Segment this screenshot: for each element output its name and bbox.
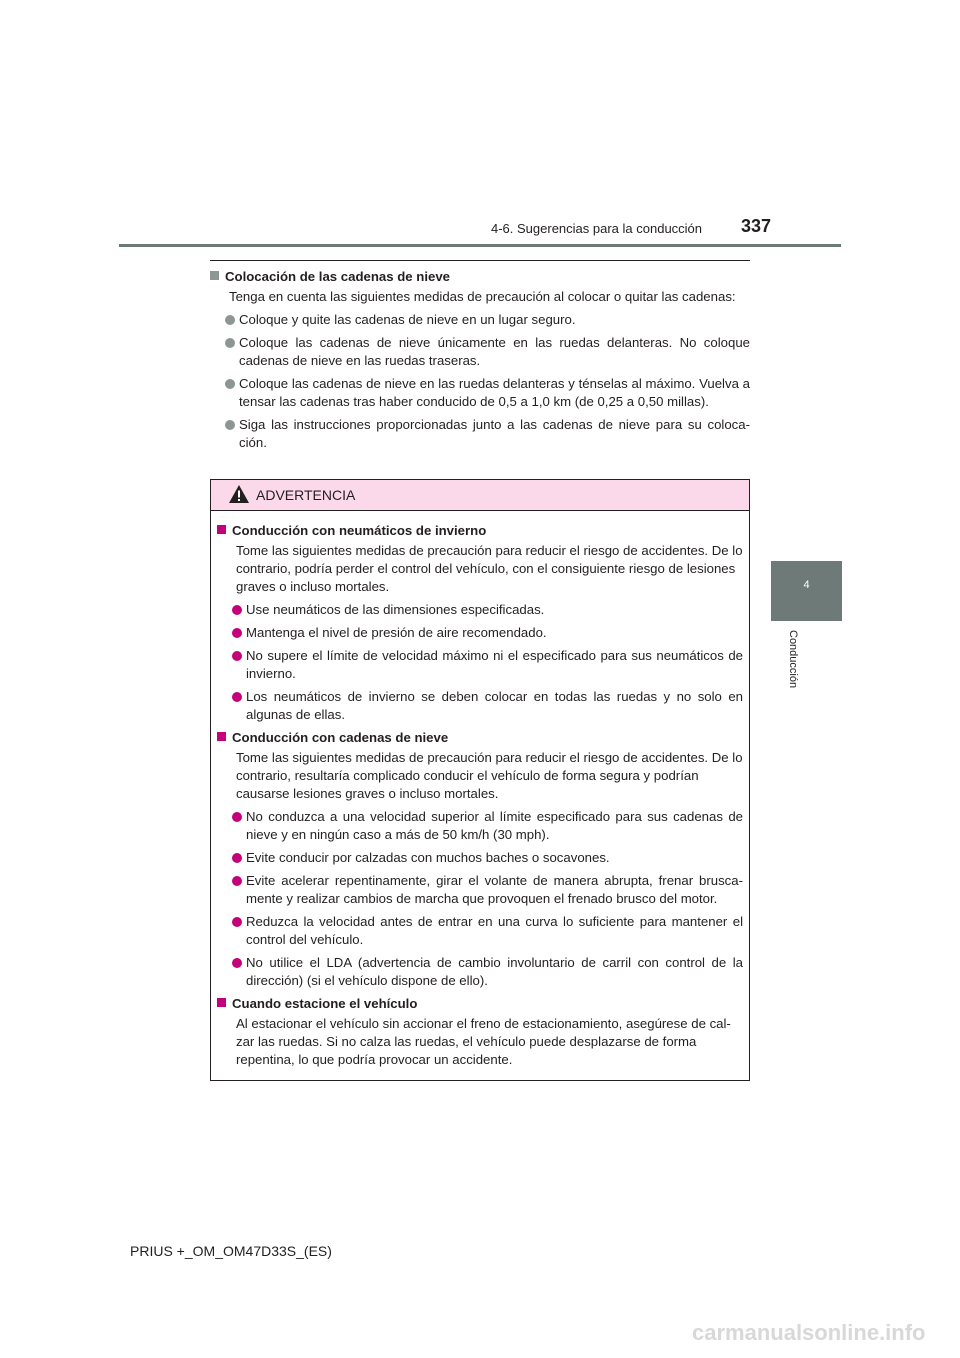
- warning-section-title-row: [217, 522, 743, 540]
- warning-section-title-row: [217, 729, 743, 747]
- round-bullet-icon: [232, 628, 242, 638]
- round-bullet-icon: [225, 420, 235, 430]
- warning-section-title-row: [217, 995, 743, 1013]
- round-bullet-icon: [225, 315, 235, 325]
- chapter-label: Conducción: [787, 630, 799, 689]
- warning-section-title: Cuando estacione el vehículo: [232, 996, 418, 1011]
- warning-section-intro: Al estacionar el vehículo sin accionar el freno de estacionamiento, asegúrese de cal-zar las ruedas. Si no calza las ruedas, el vehículo puede desplazarse de forma repentina, lo que podría provocar un accidente.: [236, 1016, 731, 1067]
- list-item: [217, 647, 743, 683]
- warning-section-intro: Tome las siguientes medidas de precaución para reducir el riesgo de accidentes. De lo contrario, resultaría complicado conducir el vehículo de forma segura y podrían causarse lesiones graves o incluso mortales.: [236, 750, 743, 801]
- square-bullet-icon: [210, 271, 219, 280]
- document-code: PRIUS +_OM_OM47D33S_(ES): [130, 1243, 332, 1259]
- list-item: [217, 601, 743, 619]
- list-item-text: Reduzca la velocidad antes de entrar en una curva lo suficiente para mantener el control del vehículo.: [246, 914, 743, 947]
- warning-title: ADVERTENCIA: [256, 487, 356, 503]
- list-item: [210, 334, 750, 370]
- list-item-text: Coloque las cadenas de nieve únicamente en las ruedas delanteras. No coloque cadenas de nieve en las ruedas traseras.: [239, 335, 750, 368]
- list-item: [217, 872, 743, 908]
- list-item: [217, 624, 743, 642]
- round-bullet-icon: [225, 379, 235, 389]
- watermark-text: carmanualsonline.info: [692, 1320, 926, 1345]
- round-bullet-icon: [232, 876, 242, 886]
- header-rule: [119, 244, 841, 247]
- round-bullet-icon: [232, 917, 242, 927]
- watermark-logo: [692, 1319, 952, 1352]
- section-title: Colocación de las cadenas de nieve: [225, 269, 451, 284]
- chapter-tab: [771, 561, 842, 621]
- list-item-text: Coloque las cadenas de nieve en las ruedas delanteras y ténselas al máximo. Vuelva a tensar las cadenas tras haber conducido de 0,5 a 1,0 km (de 0,25 a 0,50 millas).: [239, 376, 750, 409]
- round-bullet-icon: [232, 605, 242, 615]
- list-item-text: Evite acelerar repentinamente, girar el volante de manera abrupta, frenar brusca-mente y realizar cambios de marcha que provoquen el frenado brusco del motor.: [246, 873, 743, 906]
- list-item-text: Use neumáticos de las dimensiones especificadas.: [246, 602, 545, 617]
- list-item-text: Siga las instrucciones proporcionadas junto a las cadenas de nieve para su coloca-ción.: [239, 417, 750, 450]
- content-rule: [210, 260, 750, 261]
- square-bullet-icon: [217, 732, 226, 741]
- warning-box: [210, 479, 750, 1081]
- section-title-row: [210, 268, 750, 286]
- warning-body: [211, 511, 749, 1069]
- list-item-text: Los neumáticos de invierno se deben colocar en todas las ruedas y no solo en algunas de ellas.: [246, 689, 743, 722]
- list-item: [210, 311, 750, 329]
- list-item: [217, 913, 743, 949]
- warning-triangle-icon: [228, 484, 250, 509]
- list-item-text: No conduzca a una velocidad superior al límite especificado para sus cadenas de nieve y en ningún caso a más de 50 km/h (30 mph).: [246, 809, 743, 842]
- warning-header: [211, 480, 749, 511]
- snow-chains-section: [210, 268, 750, 457]
- list-item: [217, 954, 743, 990]
- warning-section-title: Conducción con cadenas de nieve: [232, 730, 449, 745]
- chapter-number: 4: [803, 579, 810, 591]
- page-number: 337: [741, 216, 772, 236]
- list-item-text: Coloque y quite las cadenas de nieve en un lugar seguro.: [239, 312, 576, 327]
- list-item-text: No supere el límite de velocidad máximo ni el especificado para sus neumáticos de invierno.: [246, 648, 743, 681]
- section-intro: Tenga en cuenta las siguientes medidas de precaución al colocar o quitar las cadenas:: [229, 289, 736, 304]
- list-item: [217, 808, 743, 844]
- list-item: [217, 849, 743, 867]
- warning-section-intro: Tome las siguientes medidas de precaución para reducir el riesgo de accidentes. De lo contrario, podría perder el control del vehículo, con el consiguiente riesgo de lesiones graves o incluso mortales.: [236, 543, 743, 594]
- header-section-title: 4-6. Sugerencias para la conducción: [491, 221, 703, 236]
- square-bullet-icon: [217, 998, 226, 1007]
- list-item: [210, 375, 750, 411]
- list-item: [210, 416, 750, 452]
- warning-section-title: Conducción con neumáticos de invierno: [232, 523, 487, 538]
- round-bullet-icon: [232, 812, 242, 822]
- list-item-text: Mantenga el nivel de presión de aire recomendado.: [246, 625, 547, 640]
- round-bullet-icon: [232, 692, 242, 702]
- list-item-text: Evite conducir por calzadas con muchos baches o socavones.: [246, 850, 610, 865]
- list-item: [217, 688, 743, 724]
- round-bullet-icon: [232, 853, 242, 863]
- round-bullet-icon: [232, 958, 242, 968]
- list-item-text: No utilice el LDA (advertencia de cambio involuntario de carril con control de la dirección) (si el vehículo dispone de ello).: [246, 955, 743, 988]
- round-bullet-icon: [232, 651, 242, 661]
- square-bullet-icon: [217, 525, 226, 534]
- round-bullet-icon: [225, 338, 235, 348]
